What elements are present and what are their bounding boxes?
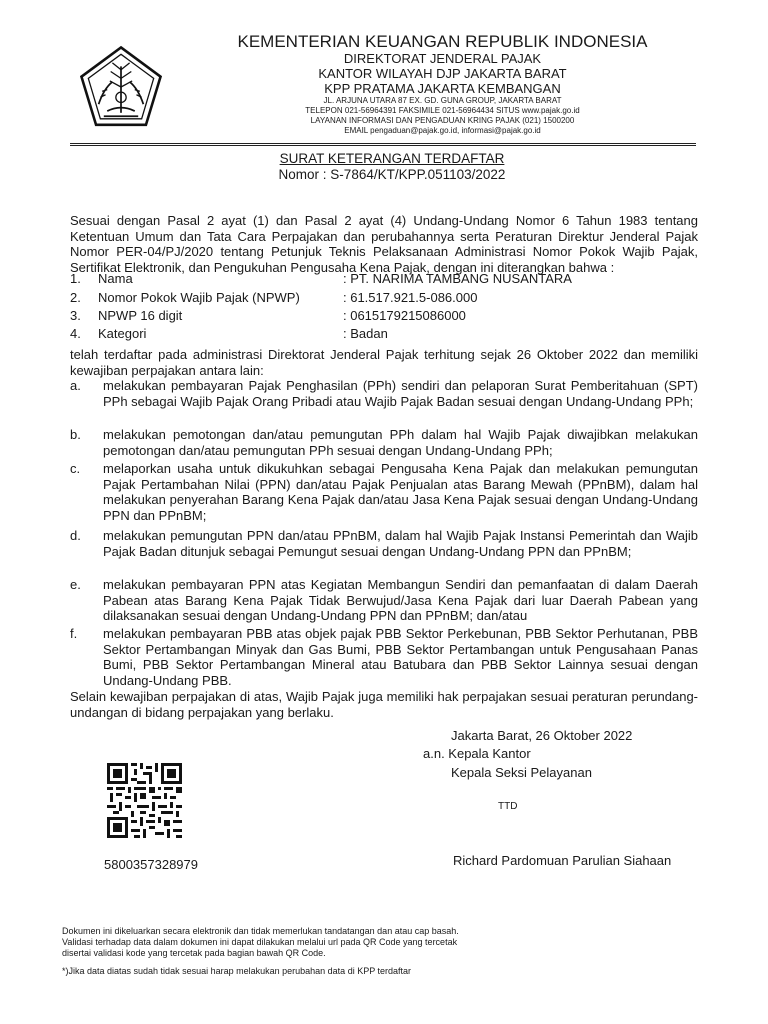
signature-position: Kepala Seksi Pelayanan — [451, 765, 592, 780]
closing-paragraph: Selain kewajiban perpajakan di atas, Wajib Pajak juga memiliki hak perpajakan sesuai peraturan perundang-undangan di bidang perpajakan yang berlaku. — [70, 689, 698, 720]
obligation-text: melaporkan usaha untuk dikukuhkan sebagai Pengusaha Kena Pajak dan melakukan pemungutan Pajak Pertambahan Nilai (PPN) dan/atau Pajak Penjualan atas Barang Mewah (PPnBM), dalam hal melakukan penyerahan Barang Kena Pajak dan/atau Jasa Kena Pajak sesuai dengan Undang-Undang PPN dan PPnBM; — [103, 461, 698, 523]
obligation-item — [70, 378, 698, 409]
obligation-marker: d. — [70, 528, 81, 543]
letter-number: Nomor : S-7864/KT/KPP.051103/2022 — [278, 167, 506, 182]
obligation-marker: b. — [70, 427, 81, 442]
obligation-text: melakukan pemotongan dan/atau pemungutan PPh dalam hal Wajib Pajak diwajibkan melakukan pemotongan dan/atau pemungutan PPh sesuai dengan Undang-Undang PPh; — [103, 427, 698, 458]
intro-paragraph: Sesuai dengan Pasal 2 ayat (1) dan Pasal 2 ayat (4) Undang-Undang Nomor 6 Tahun 1983 tentang Ketentuan Umum dan Tata Cara Perpajakan dan perubahannya serta Peraturan Direktur Jenderal Pajak Nomor PER-04/PJ/2020 tentang Petunjuk Teknis Pelaksanaan Administrasi Nomor Pokok Wajib Pajak, Sertifikat Elektronik, dan Pengukuhan Pengusaha Kena Pajak, dengan ini diterangkan bahwa : — [70, 213, 698, 275]
field-number: 3. — [70, 308, 81, 323]
header-phone: TELEPON 021-56964391 FAKSIMILE 021-56964434 SITUS www.pajak.go.id — [305, 106, 580, 115]
obligation-item — [70, 577, 698, 624]
header-info: LAYANAN INFORMASI DAN PENGADUAN KRING PAJAK (021) 1500200 — [310, 116, 575, 125]
field-value: : Badan — [343, 326, 388, 341]
field-value: : PT. NARIMA TAMBANG NUSANTARA — [343, 271, 572, 286]
qr-code-number: 5800357328979 — [104, 857, 198, 872]
field-label: NPWP 16 digit — [98, 308, 183, 323]
obligation-text: melakukan pembayaran PPN atas Kegiatan Membangun Sendiri dan pemanfaatan di dalam Daerah Pabean atas Barang Kena Pajak Tidak Berwujud/Jasa Kena Pajak dari luar Daerah Pabean yang dilaksanakan sesuai dengan Undang-Undang PPN dan PPnBM; dan/atau — [103, 577, 698, 624]
header-office: KPP PRATAMA JAKARTA KEMBANGAN — [324, 81, 561, 96]
signature-name: Richard Pardomuan Parulian Siahaan — [453, 853, 672, 868]
header-email: EMAIL pengaduan@pajak.go.id, informasi@pajak.go.id — [344, 126, 541, 135]
header-rule — [70, 143, 696, 144]
signature-ttd: TTD — [498, 801, 518, 812]
field-value: : 61.517.921.5-086.000 — [343, 290, 478, 305]
obligation-marker: e. — [70, 577, 81, 592]
header-regional-office: KANTOR WILAYAH DJP JAKARTA BARAT — [318, 66, 567, 81]
header-ministry: KEMENTERIAN KEUANGAN REPUBLIK INDONESIA — [237, 32, 648, 51]
header-directorate: DIREKTORAT JENDERAL PAJAK — [343, 51, 542, 66]
header-address: JL. ARJUNA UTARA 87 EX. GD. GUNA GROUP, JAKARTA BARAT — [323, 96, 562, 105]
obligation-item — [70, 427, 698, 458]
obligation-item — [70, 461, 698, 523]
field-value: : 0615179215086000 — [343, 308, 466, 323]
obligation-text: melakukan pemungutan PPN dan/atau PPnBM, dalam hal Wajib Pajak Instansi Pemerintah dan Wajib Pajak Badan ditunjuk sebagai Pemungut sesuai dengan Undang-Undang PPN dan PPnBM; — [103, 528, 698, 559]
footer-note: *)Jika data diatas sudah tidak sesuai harap melakukan perubahan data di KPP terdaftar — [62, 966, 412, 976]
field-label: Nama — [98, 271, 133, 286]
letter-title-text: SURAT KETERANGAN TERDAFTAR — [279, 151, 505, 166]
field-label: Nomor Pokok Wajib Pajak (NPWP) — [98, 290, 300, 305]
header-rule-2 — [70, 145, 696, 146]
field-number: 2. — [70, 290, 81, 305]
footer-line: Dokumen ini dikeluarkan secara elektronik dan tidak memerlukan tandatangan dan atau cap basah. — [62, 926, 459, 936]
letter-title — [180, 151, 604, 166]
field-number: 1. — [70, 271, 81, 286]
signature-on-behalf: a.n. Kepala Kantor — [423, 746, 531, 761]
signature-place-date: Jakarta Barat, 26 Oktober 2022 — [451, 728, 633, 743]
obligation-item — [70, 626, 698, 688]
field-label: Kategori — [98, 326, 147, 341]
field-number: 4. — [70, 326, 81, 341]
registered-paragraph: telah terdaftar pada administrasi Direktorat Jenderal Pajak terhitung sejak 26 Oktober 2022 dan memiliki kewajiban perpajakan antara lain: — [70, 347, 698, 378]
ministry-of-finance-logo — [78, 44, 164, 130]
obligation-item — [70, 528, 698, 559]
obligation-marker: a. — [70, 378, 81, 393]
footer-line: Validasi terhadap data dalam dokumen ini dapat dilakukan melalui url pada QR Code yang tercetak — [62, 937, 458, 947]
obligation-marker: f. — [70, 626, 78, 641]
obligation-text: melakukan pembayaran Pajak Penghasilan (PPh) sendiri dan pelaporan Surat Pemberitahuan (SPT) PPh sebagai Wajib Pajak Orang Pribadi atau Wajib Pajak Badan sesuai dengan Undang-Undang PPh; — [103, 378, 698, 409]
obligation-text: melakukan pembayaran PBB atas objek pajak PBB Sektor Perkebunan, PBB Sektor Perhutanan, PBB Sektor Pertambangan Minyak dan Gas Bumi, PBB Sektor Pertambangan untuk Pengusahaan Panas Bumi, PBB Sektor Pertambangan Mineral atau Batubara dan PBB Sektor Lainnya sesuai dengan Undang-Undang PBB. — [103, 626, 698, 688]
obligation-marker: c. — [70, 461, 81, 476]
qr-code — [107, 763, 182, 838]
footer-line: disertai validasi kode yang tercetak pada bagian bawah QR Code. — [62, 948, 326, 958]
